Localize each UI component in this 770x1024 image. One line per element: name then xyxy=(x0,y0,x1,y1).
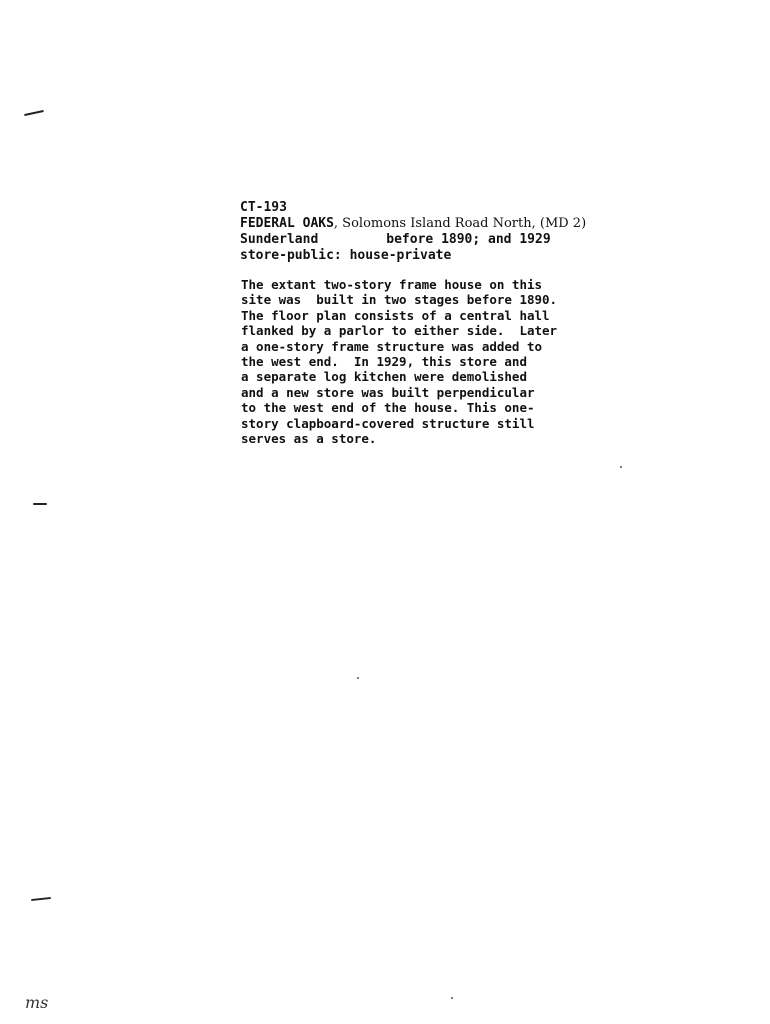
record-id: CT-193 xyxy=(240,200,287,215)
scan-speck xyxy=(357,677,359,679)
property-address: , Solomons Island Road North, (MD 2) xyxy=(333,216,587,231)
location: Sunderland xyxy=(240,232,319,247)
description-line: site was built in two stages before 1890. xyxy=(241,292,558,308)
description xyxy=(241,277,571,446)
description-line: The extant two-story frame house on this xyxy=(241,277,543,292)
record-header xyxy=(240,200,586,264)
binder-mark xyxy=(31,897,51,901)
description-line: a one-story frame structure was added to xyxy=(241,338,543,354)
description-line: the west end. In 1929, this store and xyxy=(241,354,527,370)
use-line: store-public: house-private xyxy=(240,248,452,263)
scan-speck xyxy=(451,997,453,999)
location-line xyxy=(240,232,586,248)
binder-mark xyxy=(24,110,44,116)
description-line: story clapboard-covered structure still xyxy=(241,415,535,431)
title-line xyxy=(240,216,586,232)
handwritten-initials: ms xyxy=(25,993,49,1012)
description-line: serves as a store. xyxy=(241,431,377,447)
property-name: FEDERAL OAKS xyxy=(240,216,334,231)
binder-mark xyxy=(33,503,47,505)
description-line: The floor plan consists of a central hall xyxy=(241,307,550,323)
description-line: flanked by a parlor to either side. Later xyxy=(241,323,558,339)
description-line: and a new store was built perpendicular xyxy=(241,384,535,400)
construction-dates: before 1890; and 1929 xyxy=(386,232,551,247)
description-line: a separate log kitchen were demolished xyxy=(241,369,527,385)
description-line: to the west end of the house. This one- xyxy=(241,400,535,416)
scan-speck xyxy=(620,466,622,468)
